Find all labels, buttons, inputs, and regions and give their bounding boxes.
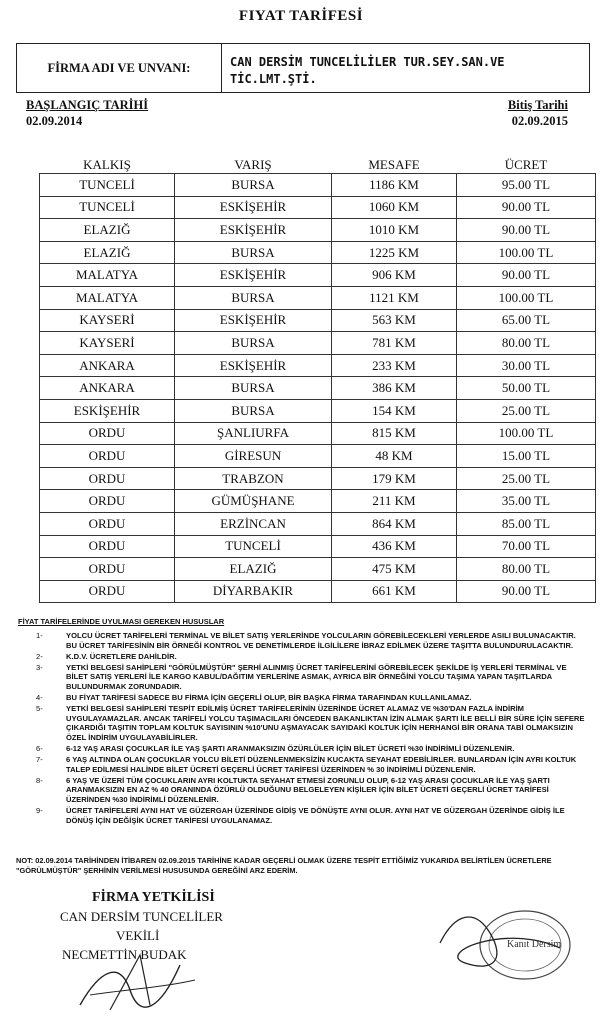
cell-arrival: ESKİŞEHİR [175,196,332,219]
header-arrival: VARIŞ [175,151,332,174]
cell-arrival: ELAZIĞ [175,558,332,581]
cell-arrival: ŞANLIURFA [175,422,332,445]
cell-departure: ESKİŞEHİR [40,399,175,422]
signatory-role: VEKİLİ [116,928,160,943]
table-row [40,512,596,535]
cell-distance: 1186 KM [332,174,457,197]
cell-distance: 154 KM [332,399,457,422]
rule-number: 4- [36,693,43,703]
cell-distance: 211 KM [332,490,457,513]
cell-fare: 95.00 TL [457,174,596,197]
cell-fare: 100.00 TL [457,286,596,309]
cell-arrival: TUNCELİ [175,535,332,558]
table-row [40,558,596,581]
cell-arrival: DİYARBAKIR [175,580,332,603]
cell-fare: 50.00 TL [457,377,596,400]
table-row [40,309,596,332]
cell-distance: 563 KM [332,309,457,332]
cell-fare: 80.00 TL [457,558,596,581]
rule-number: 6- [36,744,43,754]
end-date-value: 02.09.2015 [511,114,568,128]
firm-name-line-2: TİC.LMT.ŞTİ. [230,72,317,86]
cell-departure: ELAZIĞ [40,241,175,264]
table-row [40,286,596,309]
cell-departure: MALATYA [40,286,175,309]
cell-fare: 15.00 TL [457,445,596,468]
cell-fare: 100.00 TL [457,241,596,264]
rule-text: BU FİYAT TARİFESİ SADECE BU FİRMA İÇİN GEÇERLİ OLUP, BİR BAŞKA FİRMA TARAFINDAN KULLANILAMAZ. [66,693,472,703]
cell-distance: 661 KM [332,580,457,603]
cell-distance: 1225 KM [332,241,457,264]
cell-departure: TUNCELİ [40,174,175,197]
table-row [40,241,596,264]
cell-distance: 48 KM [332,445,457,468]
start-date-value: 02.09.2014 [26,114,83,128]
signatory-title: FİRMA YETKİLİSİ [92,890,215,905]
cell-distance: 1121 KM [332,286,457,309]
table-row [40,219,596,242]
rule-item [36,755,586,774]
cell-departure: ORDU [40,445,175,468]
cell-arrival: BURSA [175,241,332,264]
cell-fare: 85.00 TL [457,512,596,535]
table-row [40,377,596,400]
rule-item [36,631,586,650]
table-row [40,535,596,558]
table-row [40,354,596,377]
cell-departure: ORDU [40,490,175,513]
cell-departure: ORDU [40,558,175,581]
rule-item [36,693,586,703]
cell-distance: 1010 KM [332,219,457,242]
table-row [40,399,596,422]
date-labels [26,98,568,113]
rule-item [36,704,586,742]
cell-distance: 864 KM [332,512,457,535]
cell-departure: ORDU [40,422,175,445]
table-row [40,490,596,513]
table-row [40,174,596,197]
cell-distance: 386 KM [332,377,457,400]
cell-arrival: ESKİŞEHİR [175,264,332,287]
table-row [40,196,596,219]
rule-text: 6 YAŞ VE ÜZERİ TÜM ÇOCUKLARIN AYRI KOLTUKTA SEYAHAT ETMESİ ZORUNLU OLUP, 6-12 YAŞ ARASI ÇOCUKLAR İLE YAŞ ŞARTI ARANMAKSIZIN EN AZ % 40 ORANINDA ÖZÜRLÜ OLDUĞUNU BELGELEYEN KİŞİLER İÇİN BİLET ÜCRETİ GEÇERLİ ÜCRET TARİFESİ ÜZERİNDEN %30 İNDİRİMLİ DÜZENLENİR. [66,775,550,804]
cell-arrival: ESKİŞEHİR [175,309,332,332]
cell-fare: 65.00 TL [457,309,596,332]
rule-number: 2- [36,651,43,661]
table-row [40,467,596,490]
cell-distance: 1060 KM [332,196,457,219]
rule-item [36,806,586,825]
cell-fare: 100.00 TL [457,422,596,445]
signatory-company: CAN DERSİM TUNCELİLER [60,909,223,924]
cell-fare: 70.00 TL [457,535,596,558]
cell-distance: 475 KM [332,558,457,581]
cell-departure: ORDU [40,467,175,490]
rule-number: 5- [36,704,43,714]
cell-fare: 80.00 TL [457,332,596,355]
rule-item [36,663,586,692]
cell-arrival: ESKİŞEHİR [175,354,332,377]
stamp-text: Kanıt Dersim [507,939,562,950]
table-row [40,264,596,287]
cell-departure: ORDU [40,512,175,535]
firm-name-line-1: CAN DERSİM TUNCELİLİLER TUR.SEY.SAN.VE [230,55,505,69]
page-title: FIYAT TARİFESİ [238,8,364,24]
rule-text: K.D.V. ÜCRETLERE DAHİLDİR. [66,651,177,661]
rule-item [36,744,586,754]
cell-fare: 90.00 TL [457,580,596,603]
header-departure: KALKIŞ [40,151,175,174]
fare-table-body [40,174,596,603]
cell-departure: ORDU [40,580,175,603]
cell-distance: 815 KM [332,422,457,445]
rules-list [36,631,586,827]
firm-box [16,43,590,93]
cell-arrival: BURSA [175,174,332,197]
table-row [40,445,596,468]
rule-number: 9- [36,806,43,816]
rule-number: 7- [36,755,43,765]
cell-distance: 781 KM [332,332,457,355]
date-values [26,114,568,129]
cell-departure: KAYSERİ [40,309,175,332]
handwritten-signature [70,950,200,1020]
signatory-name: NECMETTİN BUDAK [62,947,187,962]
cell-arrival: ESKİŞEHİR [175,219,332,242]
cell-arrival: TRABZON [175,467,332,490]
end-date-label: Bitiş Tarihi [507,98,568,112]
cell-fare: 25.00 TL [457,399,596,422]
rule-text: YETKİ BELGESİ SAHİPLERİ "GÖRÜLMÜŞTÜR" ŞERHİ ALINMIŞ ÜCRET TARİFELERİNİ GÖREBİLECEK ŞEKİLDE İŞ YERLERİ TERMİNAL VE BİLET SATIŞ YERLERİ İLE KARGO KABUL/DAĞITIM YERLERİNE ASMAK, AYRICA BİR ÖRNEĞİNİ YOLCU TAŞIMA YAPAN TAŞITLARDA BULUNDURMAK ZORUNDADIR. [66,662,567,691]
cell-departure: ANKARA [40,354,175,377]
header-fare: ÜCRET [457,151,596,174]
cell-distance: 179 KM [332,467,457,490]
cell-arrival: BURSA [175,332,332,355]
cell-distance: 436 KM [332,535,457,558]
cell-departure: ELAZIĞ [40,219,175,242]
cell-departure: KAYSERİ [40,332,175,355]
cell-arrival: GÜMÜŞHANE [175,490,332,513]
rule-number: 3- [36,662,43,672]
note-text: NOT: 02.09.2014 TARİHİNDEN İTİBAREN 02.09.2015 TARİHİNE KADAR GEÇERLİ OLMAK ÜZERE TESPİT ETTİĞİMİZ YUKARIDA BELİRTİLEN ÜCRETLERE "GÖRÜLMÜŞTÜR" ŞERHİNİN VERİLMESİ HUSUSUNDA GEREĞİNİ ARZ EDERİM. [16,856,552,875]
cell-fare: 25.00 TL [457,467,596,490]
cell-fare: 35.00 TL [457,490,596,513]
firm-label: FİRMA ADI VE UNVANI: [17,44,222,92]
rule-number: 1- [36,631,43,640]
firm-name [222,44,589,92]
start-date-label: BAŞLANGIÇ TARİHİ [26,98,149,112]
rule-text: YETKİ BELGESİ SAHİPLERİ TESPİT EDİLMİŞ ÜCRET TARİFELERİNİN ÜZERİNDE ÜCRET ALAMAZ VE %30'DAN FAZLA İNDİRİM UYGULAYAMAZLAR. ANCAK TARİFELİ YOLCU TAŞIMACILARI ÖNCEDEN BAKANLIKTAN İZİN ALMAK ŞARTI İLE BELLİ BİR SÜRE İÇİN SEFERE ÇIKARDIĞI TAŞITIN TOPLAM KOLTUK SAYISININ %10'UNU AŞMAYACAK SAYIDAKİ KOLTUK İÇİN HERHANGİ BİR ORANA TABİ OLMAKSIZIN ÖZEL İNDİRİM UYGULAYABİLİRLER. [66,704,585,742]
cell-departure: ORDU [40,535,175,558]
cell-arrival: GİRESUN [175,445,332,468]
header-distance: MESAFE [332,151,457,174]
fare-table [39,151,596,603]
cell-fare: 90.00 TL [457,196,596,219]
cell-departure: TUNCELİ [40,196,175,219]
table-row [40,422,596,445]
rule-number: 8- [36,775,43,785]
rules-heading: FİYAT TARİFELERİNDE UYULMASI GEREKEN HUSUSLAR [18,617,225,626]
cell-arrival: BURSA [175,399,332,422]
company-stamp [435,903,573,983]
cell-departure: MALATYA [40,264,175,287]
rule-text: 6-12 YAŞ ARASI ÇOCUKLAR İLE YAŞ ŞARTI ARANMAKSIZIN ÖZÜRLÜLER İÇİN BİLET ÜCRETİ %30 İNDİRİMLİ DÜZENLENİR. [66,744,515,754]
rule-item [36,652,586,662]
cell-arrival: BURSA [175,377,332,400]
cell-arrival: BURSA [175,286,332,309]
rule-item [36,776,586,805]
cell-distance: 906 KM [332,264,457,287]
rule-text: YOLCU ÜCRET TARİFELERİ TERMİNAL VE BİLET SATIŞ YERLERİNDE YOLCULARIN GÖREBİLECEKLERİ YERLERDE ASILI BULUNACAKTIR. BU ÜCRET TARİFESİNİN BİR ÖRNEĞİ KONTROL VE DENETİMLERDE İLGİLİLERE İBRAZ EDİLMEK ÜZERE TAŞITTA BULUNDURULACAKTIR. [66,631,576,650]
rule-text: 6 YAŞ ALTINDA OLAN ÇOCUKLAR YOLCU BİLETİ DÜZENLENMEKSİZİN KUCAKTA SEYAHAT EDEBİLİRLER. BUNLARDAN İÇİN AYRI KOLTUK TALEP EDİLMESİ HALİNDE BİLET ÜCRETİ GEÇERLİ ÜCRET TARİFESİ ÜZERİNDEN % 30 İNDİRİMLİ DÜZENLENİR. [66,755,577,774]
cell-departure: ANKARA [40,377,175,400]
rule-text: ÜCRET TARİFELERİ AYNI HAT VE GÜZERGAH ÜZERİNDE GİDİŞ VE DÖNÜŞTE AYNI OLUR. AYNI HAT VE GÜZERGAH ÜZERİNDE GİDİŞ İLE DÖNÜŞ İÇİN DEĞİŞİK ÜCRET TARİFESİ UYGULANAMAZ. [66,806,565,825]
cell-fare: 90.00 TL [457,264,596,287]
cell-distance: 233 KM [332,354,457,377]
cell-arrival: ERZİNCAN [175,512,332,535]
cell-fare: 30.00 TL [457,354,596,377]
fare-table-header [40,151,596,174]
cell-fare: 90.00 TL [457,219,596,242]
table-row [40,332,596,355]
table-row [40,580,596,603]
